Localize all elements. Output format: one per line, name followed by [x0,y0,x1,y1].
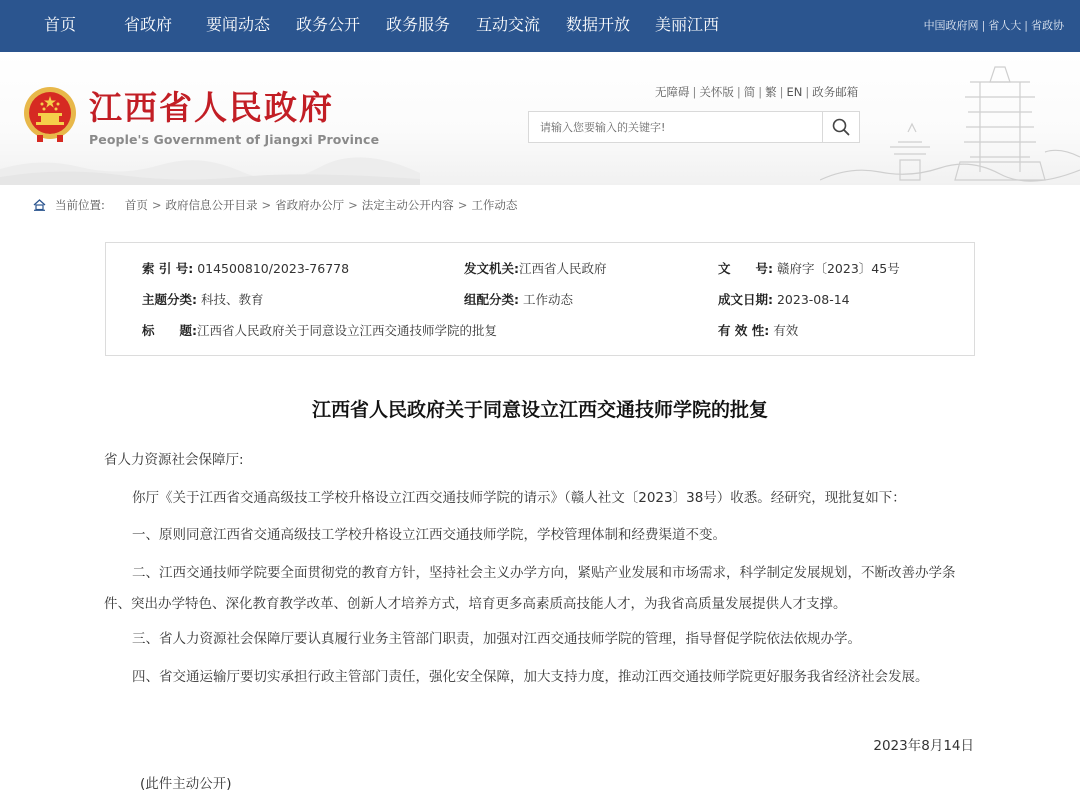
site-title[interactable]: 江西省人民政府 [89,88,334,127]
separator: | [758,85,763,99]
meta-label: 标 题: [142,323,197,338]
site-subtitle: People's Government of Jiangxi Province [89,132,380,147]
search-icon [832,118,850,136]
meta-issuing-authority [464,260,607,278]
meta-label: 索 引 号: [142,261,194,276]
meta-value: 有效 [773,323,799,338]
home-icon [33,199,46,211]
document-metadata-box [105,242,975,356]
site-header [0,52,1080,185]
link-accessibility[interactable]: 无障碍 [655,85,690,99]
article-paragraph: 一、原则同意江西省交通高级技工学校升格设立江西交通技师学院，学校管理体制和经费渠道不变。 [132,527,726,543]
external-links [924,17,1064,33]
separator: | [981,19,986,32]
breadcrumb-item-home[interactable]: 首页 [124,198,148,212]
separator: | [1024,19,1028,32]
nav-item-interaction[interactable]: 互动交流 [476,15,541,34]
meta-label: 发文机关: [464,261,519,276]
meta-document-number [718,260,900,278]
national-emblem-icon[interactable] [23,86,77,144]
mountain-decoration-icon [0,147,420,185]
nav-item-beautiful-jiangxi[interactable]: 美丽江西 [655,15,720,34]
meta-value: 工作动态 [522,292,573,307]
meta-title [142,322,497,340]
separator: | [779,85,784,99]
breadcrumb-separator: > [348,198,358,212]
breadcrumb-item-info-disclosure-catalog[interactable]: 政府信息公开目录 [165,198,258,212]
link-simplified-chinese[interactable]: 简 [743,85,756,99]
search-button[interactable] [822,112,859,142]
separator: | [805,85,810,99]
nav-item-government-services[interactable]: 政务服务 [386,15,451,34]
meta-label: 文 号: [718,261,773,276]
meta-value: 2023-08-14 [776,292,850,307]
meta-index-number [142,260,349,278]
article-paragraph: 四、省交通运输厅要切实承担行政主管部门责任，强化安全保障，加大支持力度，推动江西交通技师学院更好服务我省经济社会发展。 [132,669,929,685]
meta-label: 主题分类: [142,292,197,307]
article-date: 2023年8月14日 [873,738,974,754]
meta-validity [718,322,798,340]
breadcrumb-separator: > [261,198,272,212]
search-input[interactable] [529,112,823,142]
meta-value: 赣府字〔2023〕45号 [776,261,900,276]
link-elderly-mode[interactable]: 关怀版 [699,85,734,99]
breadcrumb-item-work-news[interactable]: 工作动态 [471,198,518,212]
meta-assignment-category [464,291,573,309]
separator: | [736,85,741,99]
breadcrumb-item-statutory-disclosure[interactable]: 法定主动公开内容 [361,198,454,212]
meta-label: 有 效 性: [718,323,770,338]
utility-links [655,84,858,100]
link-english[interactable]: EN [786,85,803,99]
meta-label: 组配分类: [464,292,519,307]
link-provincial-cppcc[interactable]: 省政协 [1031,19,1064,32]
meta-value: 014500810/2023-76778 [197,261,350,276]
article-salutation: 省人力资源社会保障厅: [104,452,244,468]
breadcrumb-separator: > [457,198,468,212]
breadcrumb-label: 当前位置: [55,198,105,212]
article-title: 江西省人民政府关于同意设立江西交通技师学院的批复 [311,399,768,421]
breadcrumb [33,197,517,213]
link-provincial-congress[interactable]: 省人大 [988,19,1022,32]
nav-item-provincial-government[interactable]: 省政府 [124,15,173,34]
link-government-mailbox[interactable]: 政务邮箱 [812,85,859,99]
meta-document-date [718,291,850,309]
article-disclosure-note: (此件主动公开) [140,776,232,792]
meta-topic-category [142,291,264,309]
meta-label: 成文日期: [718,292,773,307]
nav-item-government-affairs-disclosure[interactable]: 政务公开 [296,15,361,34]
search-box [528,111,860,143]
article-paragraph: 你厅《关于江西省交通高级技工学校升格设立江西交通技师学院的请示》（赣人社文〔2023〕38号）收悉。经研究，现批复如下： [132,490,906,506]
link-china-gov[interactable]: 中国政府网 [923,19,979,32]
article-paragraph: 三、省人力资源社会保障厅要认真履行业务主管部门职责，加强对江西交通技师学院的管理，指导督促学院依法依规办学。 [132,631,861,647]
meta-value: 科技、教育 [200,292,264,307]
meta-value: 江西省人民政府 [519,261,607,276]
meta-value: 江西省人民政府关于同意设立江西交通技师学院的批复 [197,323,498,338]
breadcrumb-separator: > [151,198,162,212]
top-navigation-bar [0,0,1080,52]
nav-item-news[interactable]: 要闻动态 [206,15,271,34]
nav-item-home[interactable]: 首页 [44,15,77,34]
separator: | [692,85,697,99]
nav-item-open-data[interactable]: 数据开放 [566,15,631,34]
breadcrumb-item-general-office[interactable]: 省政府办公厅 [275,198,345,212]
link-traditional-chinese[interactable]: 繁 [765,85,777,99]
article-paragraph: 二、江西交通技师学院要全面贯彻党的教育方针，坚持社会主义办学方向，紧贴产业发展和市场需求，科学制定发展规划，不断改善办学条件、突出办学特色、深化教育教学改革、创新人才培养方式，培育更多高素质高技能人才，为我省高质量发展提供人才支撑。 [104,565,956,612]
